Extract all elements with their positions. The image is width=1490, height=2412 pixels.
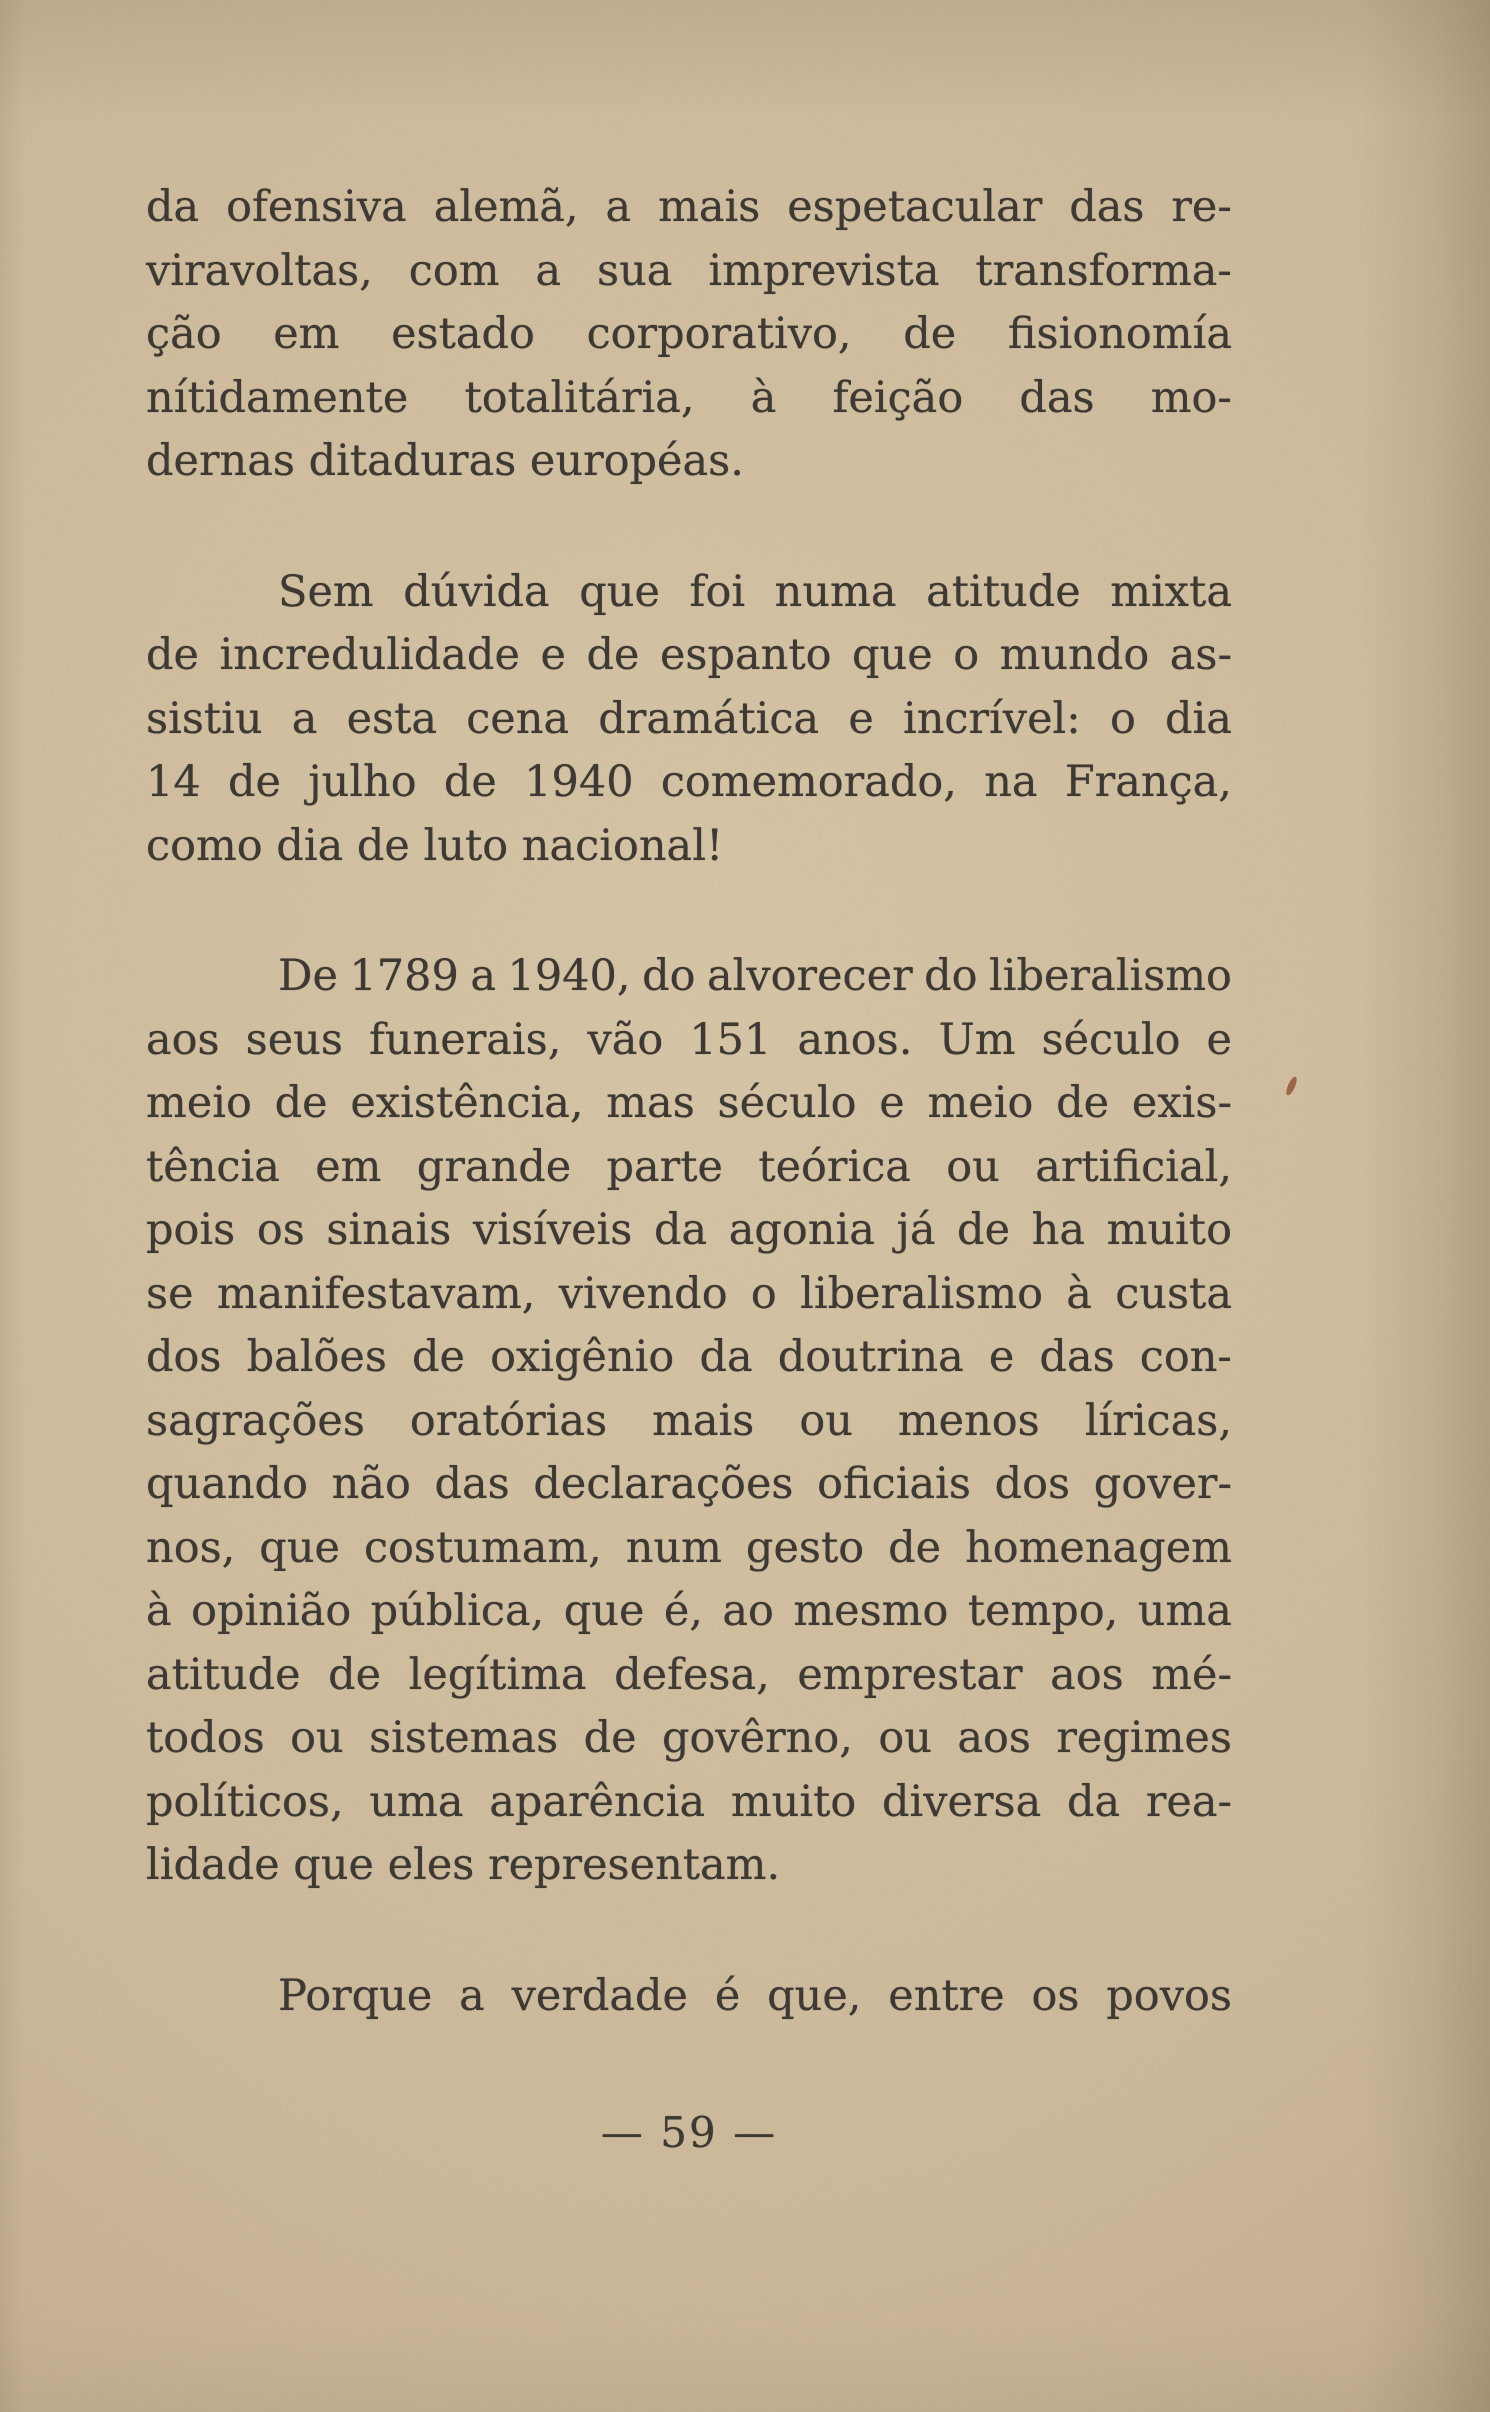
text-line: dernas ditaduras européas.: [146, 436, 744, 486]
word: os: [256, 1205, 305, 1255]
word: Porque: [278, 1970, 433, 2021]
word: mundo: [999, 630, 1150, 680]
word: da: [146, 182, 200, 232]
word: De: [278, 951, 338, 1001]
word: o: [953, 630, 980, 680]
word: oficiais: [817, 1459, 971, 1509]
word: sagrações: [146, 1395, 365, 1446]
text-line: [146, 367, 1232, 431]
paragraph: [146, 1965, 1232, 2029]
word: ofensiva: [226, 182, 407, 232]
word: existência,: [350, 1078, 584, 1128]
word: em: [273, 309, 340, 359]
word: defesa,: [614, 1649, 770, 1700]
word: a: [605, 182, 632, 232]
text-line: [146, 1263, 1232, 1327]
word: a: [291, 693, 318, 744]
word: meio: [146, 1078, 252, 1128]
word: das: [1069, 182, 1145, 232]
word: num: [625, 1522, 722, 1573]
word: nítidamente: [146, 372, 409, 423]
word: totalitária,: [464, 372, 695, 423]
word: o: [1109, 693, 1136, 744]
word: que: [259, 1522, 340, 1573]
word: regimes: [1056, 1713, 1232, 1763]
word: visíveis: [472, 1205, 633, 1255]
word: cena: [466, 693, 570, 744]
word: espetacular: [787, 182, 1043, 232]
word: alvorecer: [706, 951, 913, 1001]
word: legítima: [408, 1649, 587, 1700]
word: pública,: [370, 1586, 545, 1636]
word: imprevista: [708, 245, 940, 296]
word: verdade: [511, 1970, 689, 2021]
word: foi: [689, 566, 746, 617]
word: século: [717, 1078, 857, 1128]
word: liberalismo: [989, 951, 1232, 1001]
word: 151: [689, 1014, 772, 1065]
word: ção: [146, 309, 222, 359]
word: dos: [146, 1332, 222, 1382]
word: mixta: [1110, 566, 1232, 617]
text-line: [146, 303, 1232, 367]
word: de: [888, 1522, 942, 1573]
text-line: [146, 240, 1232, 304]
word: julho: [308, 757, 417, 807]
word: mas: [606, 1078, 695, 1128]
word: a: [459, 1970, 485, 2021]
word: atitude: [146, 1649, 301, 1700]
word: tência: [146, 1141, 280, 1192]
word: rea-: [1145, 1776, 1232, 1827]
word: todos: [146, 1713, 265, 1763]
word: não: [331, 1459, 411, 1509]
word: ou: [799, 1395, 853, 1446]
text-line: [146, 1072, 1232, 1136]
word: aos: [957, 1713, 1031, 1763]
word: mais: [652, 1395, 755, 1446]
word: da: [699, 1332, 753, 1382]
word: França,: [1064, 757, 1232, 807]
word: e: [848, 693, 874, 744]
word: dos: [994, 1459, 1071, 1509]
word: gover-: [1093, 1459, 1232, 1509]
word: incredulidade: [219, 630, 520, 680]
word: as-: [1169, 630, 1232, 680]
word: corporativo,: [586, 309, 852, 359]
word: e: [1206, 1014, 1232, 1065]
word: século: [1041, 1014, 1181, 1065]
word: de: [583, 1713, 637, 1763]
word: da: [653, 1205, 708, 1255]
word: alemã,: [433, 182, 579, 232]
word: teórica: [758, 1141, 911, 1192]
word: aparência: [489, 1776, 706, 1827]
word: o: [750, 1268, 777, 1319]
word: muito: [730, 1776, 857, 1827]
text-line: [146, 624, 1232, 688]
word: Sem: [278, 566, 374, 617]
word: das: [1039, 1332, 1115, 1382]
word: com: [408, 245, 500, 296]
page-number: — 59 —: [600, 2108, 778, 2157]
word: ou: [290, 1713, 344, 1763]
word: quando: [146, 1459, 308, 1509]
word: re-: [1171, 182, 1232, 232]
word: ao: [722, 1586, 774, 1636]
word: vão: [587, 1014, 664, 1065]
word: emprestar: [797, 1649, 1023, 1700]
word: nos,: [146, 1522, 236, 1573]
word: de: [903, 309, 957, 359]
word: exis-: [1131, 1078, 1232, 1128]
word: opinião: [191, 1586, 352, 1636]
text-line: [146, 751, 1232, 815]
word: sinais: [326, 1205, 452, 1255]
word: fisionomía: [1007, 309, 1232, 359]
word: políticos,: [146, 1776, 344, 1827]
word: custa: [1115, 1268, 1232, 1319]
word: que: [579, 566, 660, 617]
word: manifestavam,: [216, 1268, 536, 1319]
word: se: [146, 1268, 194, 1319]
word: de: [443, 757, 497, 807]
text-line: [146, 1326, 1232, 1390]
word: uma: [1137, 1586, 1232, 1636]
word: costumam,: [363, 1522, 602, 1573]
word: de: [412, 1332, 466, 1382]
word: que: [563, 1586, 645, 1636]
word: a: [535, 245, 562, 296]
word: os: [1031, 1970, 1080, 2021]
text-line: [146, 1771, 1232, 1835]
word: artificial,: [1035, 1141, 1232, 1192]
word: das: [1019, 372, 1095, 423]
text-line: [146, 176, 1232, 240]
word: atitude: [926, 566, 1081, 617]
word: é,: [663, 1586, 703, 1636]
word: líricas,: [1084, 1395, 1232, 1446]
word: já: [896, 1205, 936, 1255]
paragraph: [146, 176, 1232, 494]
word: e: [988, 1332, 1015, 1382]
word: de: [274, 1078, 328, 1128]
word: sistemas: [369, 1713, 559, 1763]
word: mesmo: [793, 1586, 949, 1636]
text-line: [146, 1965, 1232, 2029]
text-line: lidade que eles representam.: [146, 1840, 781, 1890]
word: 1940: [524, 757, 634, 807]
text-line: [146, 945, 1232, 1009]
ink-speck: [1284, 1075, 1299, 1096]
word: incrível:: [902, 693, 1081, 744]
word: comemorado,: [660, 757, 957, 807]
word: do: [642, 951, 696, 1001]
word: Um: [938, 1014, 1016, 1065]
word: menos: [897, 1395, 1040, 1446]
word: que: [852, 630, 933, 680]
text-line: [146, 688, 1232, 752]
word: transforma-: [975, 245, 1232, 296]
paragraph: [146, 945, 1232, 1898]
word: e: [879, 1078, 905, 1128]
word: govêrno,: [661, 1713, 853, 1763]
word: aos: [1050, 1649, 1124, 1700]
word: 1789: [349, 951, 459, 1001]
text-line: [146, 1453, 1232, 1517]
word: de: [146, 630, 199, 680]
word: doutrina: [777, 1332, 964, 1382]
word: seus: [245, 1014, 343, 1065]
word: de: [1056, 1078, 1110, 1128]
text-line: [146, 1517, 1232, 1581]
word: oxigênio: [490, 1332, 675, 1382]
word: de: [328, 1649, 382, 1700]
word: dia: [1165, 693, 1232, 744]
word: povos: [1106, 1970, 1232, 2021]
word: é: [714, 1970, 741, 2021]
word: ha: [1031, 1205, 1085, 1255]
word: da: [1066, 1776, 1121, 1827]
word: muito: [1106, 1205, 1232, 1255]
text-line: como dia de luto nacional!: [146, 820, 724, 871]
word: em: [315, 1141, 382, 1192]
text-line: [146, 1390, 1232, 1454]
text-line: [146, 1644, 1232, 1708]
word: diversa: [881, 1776, 1042, 1827]
word: que,: [767, 1970, 862, 2021]
word: na: [984, 757, 1038, 807]
word: parte: [606, 1141, 723, 1192]
word: balões: [246, 1332, 387, 1382]
page-text: [146, 176, 1232, 2028]
word: mé-: [1151, 1649, 1232, 1700]
word: numa: [774, 566, 897, 617]
word: à: [1066, 1268, 1092, 1319]
text-line: [146, 1199, 1232, 1263]
word: grande: [416, 1141, 572, 1192]
word: aos: [146, 1014, 220, 1065]
word: homenagem: [965, 1522, 1232, 1573]
text-line: [146, 561, 1232, 625]
word: 1940,: [507, 951, 631, 1001]
word: das: [434, 1459, 510, 1509]
word: tempo,: [967, 1586, 1119, 1636]
word: con-: [1139, 1332, 1232, 1382]
word: feição: [832, 372, 964, 423]
word: do: [924, 951, 978, 1001]
word: viravoltas,: [146, 245, 373, 296]
word: sistiu: [146, 693, 263, 744]
word: uma: [369, 1776, 464, 1827]
word: espanto: [659, 630, 832, 680]
word: de: [957, 1205, 1011, 1255]
word: a: [470, 951, 496, 1001]
word: vivendo: [558, 1268, 728, 1319]
word: mo-: [1150, 372, 1232, 423]
word: 14: [146, 757, 201, 807]
text-line: [146, 1707, 1232, 1771]
text-line: [146, 1009, 1232, 1073]
word: de: [227, 757, 281, 807]
word: estado: [391, 309, 535, 359]
word: sua: [597, 245, 673, 296]
word: pois: [146, 1205, 236, 1255]
word: anos.: [797, 1014, 913, 1065]
word: dramática: [598, 693, 820, 744]
word: entre: [888, 1970, 1005, 2021]
word: à: [146, 1586, 172, 1636]
word: ou: [946, 1141, 1000, 1192]
word: oratórias: [409, 1395, 608, 1446]
word: esta: [346, 693, 438, 744]
word: liberalismo: [800, 1268, 1043, 1319]
word: agonia: [728, 1205, 875, 1255]
word: à: [750, 372, 777, 423]
word: declarações: [533, 1459, 794, 1509]
word: gesto: [745, 1522, 865, 1573]
word: ou: [878, 1713, 932, 1763]
text-line: [146, 1580, 1232, 1644]
paragraph: [146, 561, 1232, 879]
word: e: [540, 630, 566, 680]
word: dúvida: [403, 566, 550, 617]
text-line: [146, 1136, 1232, 1200]
word: funerais,: [368, 1014, 562, 1065]
word: mais: [658, 182, 761, 232]
word: de: [586, 630, 640, 680]
word: meio: [927, 1078, 1034, 1128]
